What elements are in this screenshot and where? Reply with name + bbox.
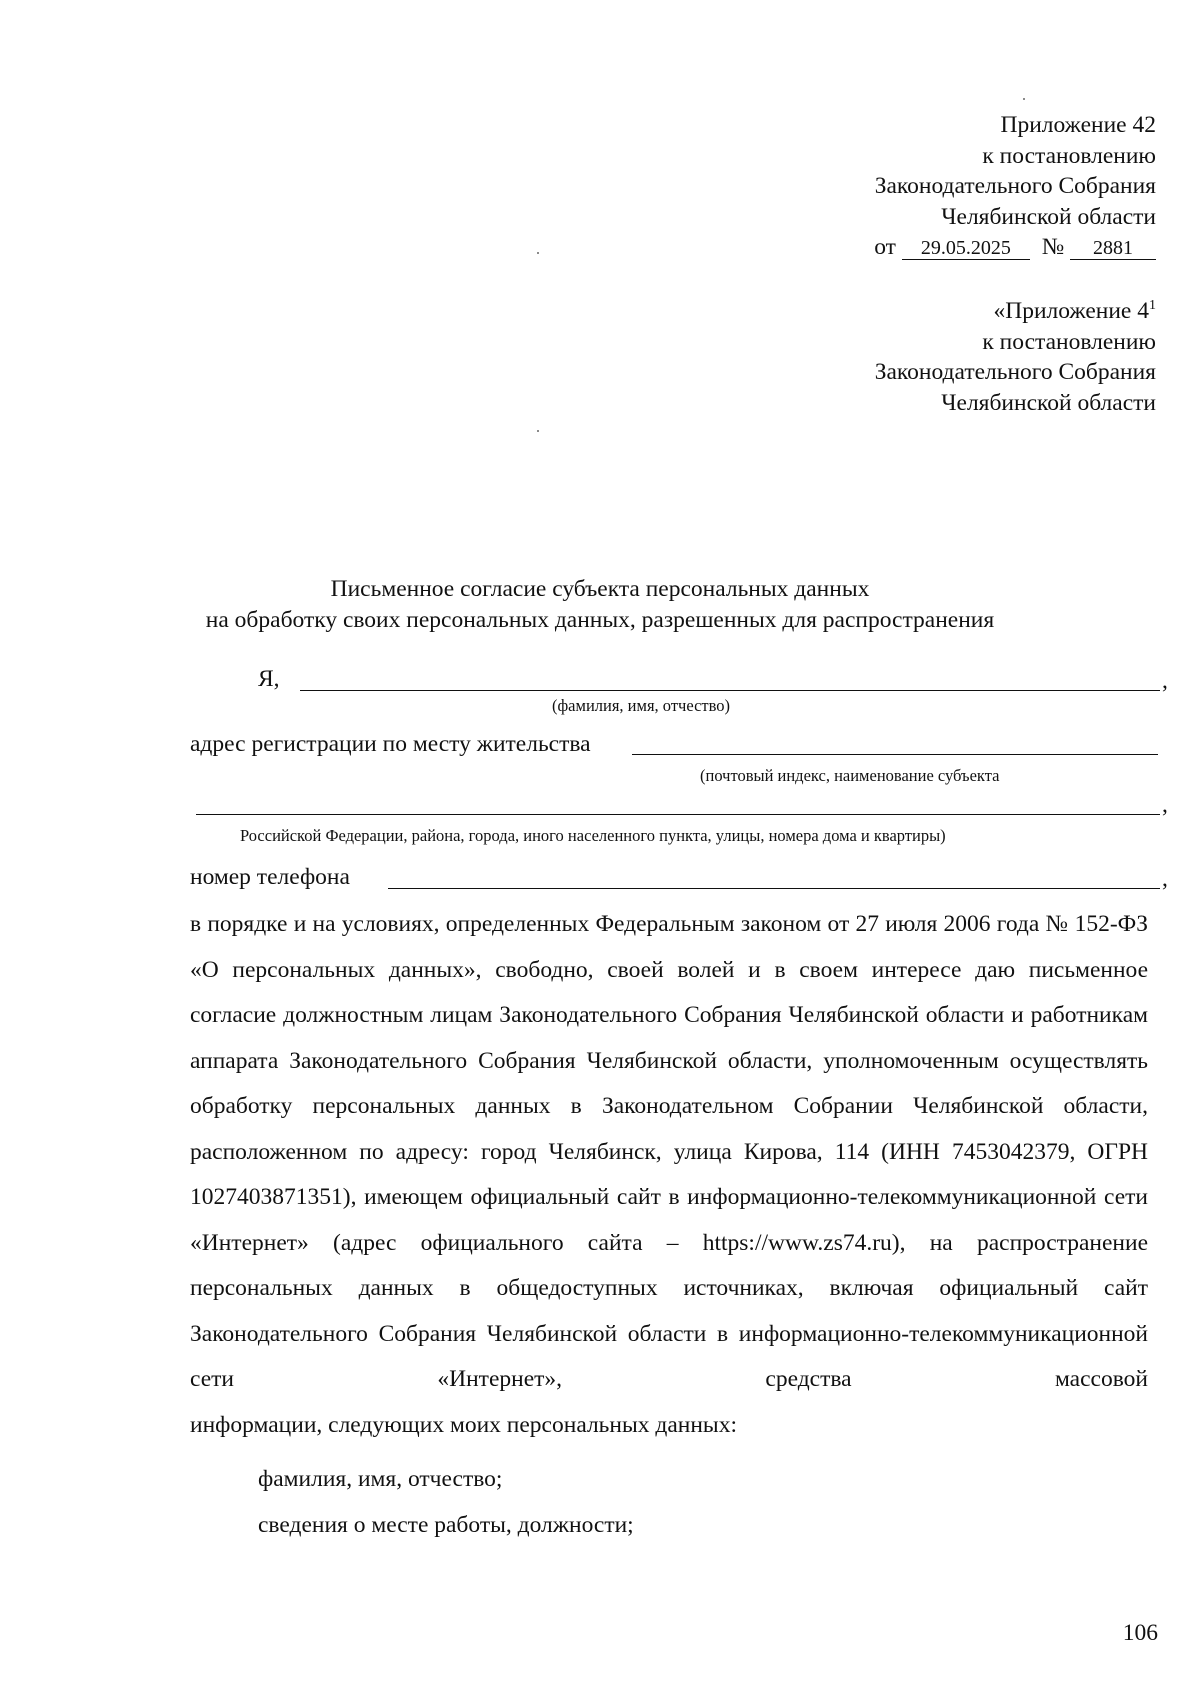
- scan-speck: [537, 252, 539, 254]
- consent-paragraph-last-line: информации, следующих моих персональных данных:: [190, 1411, 737, 1438]
- decree-reference: [874, 232, 1156, 263]
- page-number: 106: [1122, 1620, 1158, 1646]
- scan-speck: [537, 430, 539, 432]
- consent-paragraph-main: в порядке и на условиях, определенных Федеральным законом от 27 июля 2006 года № 152-ФЗ «О персональных данных», свободно, своей волей и в своем интересе даю письменное согласие должностным лицам Законодательного Собрания Челябинской области и работникам аппарата Законодательного Собрания Челябинской области, уполномоченным осуществлять обработку персональных данных в Законодательном Собрании Челябинской области, расположенном по адресу: город Челябинск, улица Кирова, 114 (ИНН 7453042379, ОГРН 1027403871351), имеющем официальный сайт в информационно-телекоммуникационной сети «Интернет» (адрес официального сайта – https://www.zs74.ru), на распространение персональных данных в общедоступных источниках, включая официальный сайт Законодательного Собрания Челябинской области в информационно-телекоммуникационной сети «Интернет», средства массовой: [190, 911, 1148, 1392]
- list-item-fio: фамилия, имя, отчество;: [258, 1466, 503, 1492]
- fio-caption: (фамилия, имя, отчество): [552, 696, 731, 715]
- address-caption-1: (почтовый индекс, наименование субъекта: [700, 766, 1000, 785]
- appendix-line-4: Челябинской области: [941, 203, 1156, 230]
- number-sign: №: [1041, 234, 1065, 260]
- consent-paragraph: [190, 902, 1148, 1448]
- title-line-2: на обработку своих персональных данных, разрешенных для распространения: [205, 607, 995, 633]
- appendix-header: [874, 110, 1156, 263]
- address-field-line-1[interactable]: [632, 754, 1158, 755]
- appendix-line-2: к постановлению: [982, 142, 1156, 169]
- list-item-workplace: сведения о месте работы, должности;: [258, 1512, 634, 1538]
- address-comma: ,: [1162, 792, 1168, 818]
- scan-speck: [1023, 98, 1025, 100]
- decree-date: 29.05.2025: [902, 238, 1030, 260]
- inner-appendix-header: [875, 296, 1156, 418]
- address-field-line-2[interactable]: [196, 814, 1160, 815]
- phone-comma: ,: [1162, 866, 1168, 892]
- inner-appendix-line-4: Челябинской области: [941, 389, 1156, 416]
- document-title: [0, 574, 1200, 636]
- title-line-1: Письменное согласие субъекта персональных данных: [330, 576, 870, 602]
- fio-comma: ,: [1162, 668, 1168, 694]
- inner-appendix-line-3: Законодательного Собрания: [874, 359, 1156, 385]
- decree-number: 2881: [1070, 238, 1156, 260]
- inner-appendix-line-2: к постановлению: [982, 328, 1156, 355]
- phone-field-line[interactable]: [388, 888, 1160, 889]
- superscript: 1: [1149, 298, 1156, 314]
- address-label: адрес регистрации по месту жительства: [190, 731, 591, 757]
- inner-appendix-title: «Приложение $4^1$: [993, 298, 1156, 324]
- fio-field-line[interactable]: [300, 690, 1160, 691]
- fio-label: Я,: [258, 666, 280, 692]
- date-prefix: от: [874, 234, 896, 260]
- appendix-line-3: Законодательного Собрания: [874, 173, 1156, 199]
- phone-label: номер телефона: [190, 864, 350, 890]
- address-caption-2: Российской Федерации, района, города, иного населенного пункта, улицы, номера дома и квартиры): [240, 826, 946, 845]
- appendix-title: Приложение 42: [1000, 112, 1156, 138]
